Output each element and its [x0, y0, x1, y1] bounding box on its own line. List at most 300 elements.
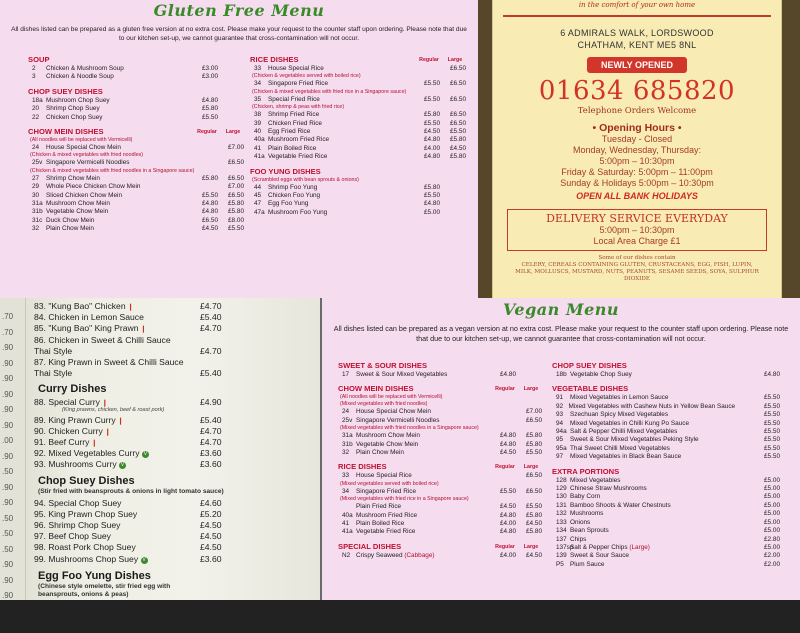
menu-item — [552, 394, 782, 402]
item-number: 3 — [32, 73, 36, 81]
section-title: CHOP SUEY DISHES — [28, 86, 103, 96]
vegan-right-column — [552, 356, 782, 569]
item-price: £4.70 — [200, 345, 222, 356]
section-header — [552, 384, 782, 394]
item-number: 47a — [254, 208, 265, 216]
item-price-regular — [730, 445, 756, 453]
item-number: 93 — [556, 411, 564, 419]
item-name: Plain Fried Rice — [356, 503, 402, 511]
item-price-regular: £6.50 — [202, 216, 218, 224]
menu-item — [338, 528, 544, 536]
item-name: Chicken Chop Suey — [46, 113, 103, 121]
item-name: Chips — [570, 535, 587, 543]
item-number: 95 — [556, 436, 564, 444]
chili-icon: ❙ — [99, 400, 108, 408]
menu-section — [552, 361, 782, 379]
vegetarian-icon: V — [120, 462, 125, 469]
menu-item — [250, 200, 468, 208]
item-name: Mixed Vegetables — [570, 476, 621, 484]
opening-hours-label: Opening Hours — [599, 122, 675, 134]
item-number: P5 — [556, 560, 564, 568]
gutter-price: .90 — [2, 482, 14, 492]
item-price-large: £8.00 — [228, 216, 244, 224]
item-price: £4.70 — [200, 323, 222, 334]
section-header — [28, 87, 246, 97]
item-price-large: £5.50 — [764, 453, 780, 461]
menu-item — [34, 426, 284, 436]
item-price-large — [220, 97, 246, 105]
menu-item — [552, 561, 782, 569]
item-number: 25v — [32, 159, 43, 167]
section-title: CHOW MEIN DISHES — [28, 127, 104, 137]
item-number: 139 — [556, 552, 567, 560]
section-title: CHOW MEIN DISHES — [338, 384, 414, 394]
item-number: 34 — [254, 80, 262, 88]
item-price-regular — [730, 519, 756, 527]
menu-section — [338, 384, 544, 457]
allergen-list: CELERY, CEREALS CONTAINING GLUTEN, CRUSTACEANS, EGG, FISH, LUPIN, MILK, MOLLUSCS, MUSTARD, NUTS, PEANUTS, SESAME SEEDS, SOYA, SULPHUR DIOXIDE — [515, 262, 759, 282]
menu-section — [338, 361, 544, 379]
item-price-large — [220, 114, 246, 122]
delivery-hours: 5:00pm – 10:30pm — [599, 225, 675, 235]
item-price-regular: £4.50 — [500, 449, 516, 457]
restaurant-flyer-photo — [478, 0, 800, 298]
item-price-large: £5.50 — [764, 419, 780, 427]
item-name: Vegetable Chop Suey — [570, 371, 632, 378]
menu-item — [28, 183, 246, 191]
item-name: Whole Piece Chicken Chow Mein — [46, 183, 141, 191]
menu-item — [34, 301, 284, 311]
item-name: Plum Sauce — [570, 560, 605, 568]
item-price-regular: £4.80 — [500, 432, 516, 440]
item-name: Mixed Vegetables in Black Bean Sauce — [570, 453, 682, 461]
item-number: 32 — [32, 225, 40, 233]
gutter-price: .50 — [2, 529, 14, 538]
item-name: Bean Sprouts — [570, 527, 609, 535]
newly-opened-badge: NEWLY OPENED — [587, 57, 687, 73]
item-name: Plain Boiled Rice — [356, 520, 405, 528]
menu-item — [34, 612, 284, 622]
item-number: 132 — [556, 510, 567, 518]
flyer-address-line-1: 6 ADMIRALS WALK, LORDSWOOD — [560, 28, 714, 38]
menu-item — [34, 459, 284, 469]
item-name: 102. Shrimp Foo Yung — [34, 623, 120, 633]
item-price-regular: £4.80 — [500, 440, 516, 448]
allergen-intro: Some of our dishes contain — [598, 255, 676, 261]
item-number: 40 — [254, 128, 262, 136]
item-number: 29 — [32, 183, 40, 191]
section-title: CHOP SUEY DISHES — [552, 361, 627, 370]
item-price-regular: £4.80 — [424, 153, 440, 161]
item-price-regular: £3.00 — [202, 65, 218, 72]
item-price-large: £2.00 — [764, 552, 780, 560]
item-name: Sweet & Sour Mixed Vegetables Peking Style — [570, 436, 699, 444]
flyer-divider — [503, 15, 771, 17]
item-price-large: £7.00 — [228, 183, 244, 191]
section-header — [338, 542, 544, 552]
item-price: £5.40 — [200, 368, 222, 379]
menu-item — [34, 346, 284, 356]
menu-item — [28, 208, 246, 216]
gutter-price: .00 — [2, 436, 14, 445]
section-header — [338, 462, 544, 472]
menu-item — [250, 145, 468, 153]
item-price-large: £5.80 — [228, 208, 244, 216]
gutter-price: .90 — [2, 560, 14, 569]
item-name: Chicken Fried Rice — [268, 119, 322, 127]
menu-item — [338, 488, 544, 496]
item-price-regular — [730, 453, 756, 461]
item-price: £4.90 — [200, 397, 222, 408]
menu-item — [338, 371, 544, 379]
item-price-regular: £5.50 — [500, 487, 516, 495]
hours-line: Monday, Wednesday, Thursday: — [573, 145, 701, 155]
item-price-large: £5.80 — [450, 153, 466, 161]
item-number: 44 — [254, 183, 262, 191]
section-note: (King prawns, chicken, beef & roast pork) — [62, 406, 165, 413]
section-title: EXTRA PORTIONS — [552, 466, 620, 476]
menu-item — [34, 498, 284, 508]
item-price-regular — [416, 65, 442, 73]
item-name: 84. Chicken in Lemon Sauce — [34, 312, 144, 323]
item-name: 83. "Kung Bao" Chicken — [34, 301, 126, 311]
section-title: Egg Foo Yung Dishes — [38, 569, 151, 582]
item-name: Chicken & Mushroom Soup — [46, 65, 124, 72]
item-number: 22 — [32, 113, 40, 121]
item-name: Shrimp Fried Rice — [268, 111, 320, 119]
item-price-regular — [492, 472, 518, 480]
item-price: £3.60 — [200, 448, 222, 459]
item-price-regular: £5.50 — [424, 95, 440, 103]
item-price: £3.60 — [200, 553, 222, 564]
item-price-large: £6.50 — [450, 111, 466, 119]
vegan-left-column — [338, 356, 544, 560]
chili-icon: ❙ — [138, 326, 147, 334]
menu-item — [28, 225, 246, 233]
item-price-regular: £4.80 — [202, 200, 218, 208]
item-price-regular: £3.00 — [202, 73, 218, 81]
section-title: VEGETABLE DISHES — [552, 384, 629, 394]
section-header — [552, 361, 782, 371]
item-name: House Special Chow Mein — [356, 408, 431, 416]
item-price-regular — [730, 411, 756, 419]
item-price-large: £5.00 — [764, 476, 780, 484]
item-name: Sliced Chicken Chow Mein — [46, 191, 123, 199]
item-price-large: £5.00 — [764, 510, 780, 518]
item-number: 97 — [556, 453, 564, 461]
item-price: £3.60 — [200, 459, 222, 470]
item-price-regular: £4.80 — [500, 511, 516, 519]
item-price-regular — [730, 436, 756, 444]
item-price-regular — [730, 420, 756, 428]
column-label-large: Large — [447, 57, 463, 63]
item-description: (Chicken & mixed vegetables with fried noodles) — [30, 152, 144, 159]
section-note: (All noodles will be replaced with Vermicelli) — [30, 137, 133, 144]
item-number: 35 — [254, 95, 262, 103]
menu-item — [34, 368, 284, 378]
item-price-regular — [730, 428, 756, 436]
item-price-regular: £5.80 — [424, 111, 440, 119]
item-price-regular: £4.00 — [500, 551, 516, 559]
item-name: Plain Chow Mein — [46, 225, 94, 233]
item-number: 24 — [32, 144, 40, 152]
item-name: Mushroom Chop Suey — [46, 96, 110, 104]
menu-item — [250, 128, 468, 136]
item-price-large: £5.80 — [526, 440, 542, 448]
section-header — [250, 167, 468, 177]
item-price-large: £5.50 — [764, 402, 780, 410]
item-price-large — [442, 209, 468, 217]
item-price-large: £5.50 — [764, 411, 780, 419]
item-name: Baby Corn — [570, 493, 601, 501]
item-price-regular: £4.00 — [424, 144, 440, 152]
column-label-regular: Regular — [495, 386, 515, 393]
item-number: 133 — [556, 518, 567, 526]
hours-line: Sunday & Holidays 5:00pm – 10:30pm — [560, 178, 714, 188]
item-number: 41a — [342, 528, 353, 536]
item-price-large — [220, 73, 246, 81]
item-number — [338, 503, 356, 511]
item-price-regular — [194, 159, 220, 167]
item-price-large: £6.50 — [450, 95, 466, 103]
item-price-regular: £5.00 — [424, 208, 440, 216]
item-name: Sweet & Sour Mixed Vegetables — [356, 371, 448, 378]
menu-item — [250, 136, 468, 144]
gluten-menu-title: Gluten Free Menu — [153, 1, 325, 20]
gutter-price: .90 — [2, 358, 14, 368]
item-number: 129 — [556, 485, 567, 493]
chili-icon: ❙ — [102, 428, 111, 436]
item-name: 101. King Prawn Foo Yung — [34, 612, 137, 622]
item-price-large: £7.00 — [228, 144, 244, 152]
item-number: 34 — [342, 487, 350, 495]
gluten-free-menu-panel — [0, 0, 478, 298]
item-price-regular: £5.80 — [202, 174, 218, 182]
item-price-regular — [730, 394, 756, 402]
menu-item — [338, 417, 544, 425]
gutter-price: .90 — [2, 451, 14, 461]
delivery-box — [507, 209, 767, 251]
item-number: 31a — [342, 432, 353, 440]
item-number: 30 — [32, 191, 40, 199]
item-name: Shrimp Chop Suey — [46, 105, 100, 113]
item-name: Mushroom Fried Rice — [356, 511, 418, 519]
item-number: 25v — [342, 416, 353, 424]
item-number: 92 — [556, 402, 564, 410]
gutter-price: .90 — [2, 575, 14, 585]
hours-line: Tuesday - Closed — [601, 134, 673, 144]
gutter-price: .70 — [2, 312, 14, 321]
item-name: 94. Special Chop Suey — [34, 497, 122, 508]
item-price-regular — [730, 502, 756, 510]
menu-section — [250, 167, 468, 218]
item-name: Singapore Fried Rice — [268, 80, 329, 88]
item-name: Singapore Fried Rice — [356, 487, 417, 495]
item-name: Singapore Vermicelli Noodles — [356, 416, 440, 424]
item-number: 91 — [556, 394, 564, 402]
column-label-large: Large — [523, 386, 539, 393]
menu-item — [34, 531, 284, 541]
item-price-regular — [730, 536, 756, 544]
flyer-address-line-2: CHATHAM, KENT ME5 8NL — [577, 40, 697, 50]
item-price-large: £6.50 — [450, 119, 466, 127]
section-header — [250, 55, 468, 65]
item-price: £4.50 — [200, 531, 222, 542]
menu-item — [552, 420, 782, 428]
item-name: Plain Chow Mein — [356, 449, 404, 457]
menu-section — [552, 384, 782, 461]
item-price-large: £5.80 — [526, 511, 542, 519]
menu-section — [28, 55, 246, 82]
item-price-regular: £5.50 — [424, 80, 440, 88]
item-description: (Chicken & vegetables served with boiled rice) — [252, 73, 361, 80]
item-price-large: £5.00 — [764, 501, 780, 509]
item-price-large: £7.00 — [526, 408, 542, 416]
item-number: 41 — [254, 144, 262, 152]
vegetarian-icon: V — [143, 451, 148, 458]
item-price-large: £4.50 — [526, 551, 542, 559]
menu-item — [338, 441, 544, 449]
item-name: Chicken Foo Yung — [268, 192, 321, 200]
item-number: 39 — [254, 119, 262, 127]
item-price-large: £5.50 — [764, 394, 780, 402]
item-price: £4.60 — [200, 600, 222, 611]
item-number: 128 — [556, 476, 567, 484]
section-subtitle: (Stir fried with beansprouts & onions in light tomato sauce) — [38, 487, 224, 495]
item-price-regular: £5.50 — [202, 113, 218, 121]
item-price-large: £4.80 — [764, 371, 780, 378]
menu-item — [552, 445, 782, 453]
item-price-regular: £5.80 — [202, 105, 218, 113]
item-number: 137sp — [556, 543, 574, 551]
item-price-large: £5.50 — [526, 503, 542, 511]
bank-holidays-note: OPEN ALL BANK HOLIDAYS — [576, 191, 698, 201]
menu-item — [250, 184, 468, 192]
item-price-large: £6.50 — [526, 416, 542, 424]
item-number: 41 — [342, 520, 350, 528]
item-price-large: £4.50 — [526, 520, 542, 528]
item-name: Salt & Pepper Chips (Large) — [570, 543, 650, 551]
item-price-regular: £5.80 — [424, 183, 440, 191]
vegan-notice: All dishes listed can be prepared as a vegan version at no extra cost. Please make your request to the counter staff upon ordering. Please note that due to our kitchen set-up, we cannot guarantee that cross-contamination will not occur. — [333, 324, 789, 343]
item-name: Singapore Vermicelli Noodles — [46, 159, 130, 167]
item-name: 96. Shrimp Chop Suey — [34, 520, 121, 530]
item-name: 89. King Prawn Curry — [34, 414, 116, 425]
item-number: 94a — [556, 428, 567, 436]
item-price-regular — [194, 183, 220, 191]
gutter-price: .50 — [2, 544, 14, 554]
menu-item — [552, 502, 782, 510]
section-title: FOO YUNG DISHES — [250, 166, 321, 176]
menu-item — [28, 175, 246, 183]
gluten-notice: All dishes listed can be prepared as a gluten free version at no extra cost. Please make your request to the counter staff upon ordering. Please note that due to our kitchen set-up, we cannot guarantee that cross-contamination will not occur. — [11, 26, 467, 42]
item-name: Vegetable Chow Mein — [46, 208, 109, 216]
item-price-large: £6.50 — [450, 80, 466, 88]
item-price-large — [220, 65, 246, 73]
item-name: Vegetable Fried Rice — [268, 153, 328, 161]
vegan-menu-title: Vegan Menu — [502, 300, 620, 319]
item-price: £4.70 — [200, 301, 222, 311]
item-description: (Chicken & mixed vegetables with fried rice in a Singapore sauce) — [252, 88, 407, 95]
item-price-large: £5.50 — [764, 436, 780, 444]
item-name: Mushrooms — [570, 510, 604, 518]
item-description: (Chicken & mixed vegetables with fried noodles in a Singapore sauce) — [30, 167, 195, 174]
opening-hours-title: • Opening Hours • — [592, 122, 682, 134]
item-name: Egg Fried Rice — [268, 128, 311, 136]
item-price-regular: £4.80 — [202, 96, 218, 104]
item-price-regular — [730, 485, 756, 493]
item-price-large: £5.00 — [764, 543, 780, 551]
item-price: £4.60 — [200, 497, 222, 508]
item-price-regular — [730, 552, 756, 560]
gluten-left-column — [28, 50, 246, 234]
menu-item — [552, 519, 782, 527]
vegan-menu-panel — [322, 298, 800, 600]
item-price-regular: £5.50 — [424, 119, 440, 127]
menu-item — [28, 217, 246, 225]
item-highlight: (Cabbage) — [404, 551, 435, 559]
item-price-regular — [730, 493, 756, 501]
item-price-regular — [194, 144, 220, 152]
item-name: House Special Chow Mein — [46, 144, 121, 152]
item-price: £4.70 — [200, 425, 222, 436]
item-name: Mixed Vegetables in Chilli Kung Po Sauce — [570, 419, 690, 427]
item-name: House Special Rice — [268, 65, 324, 72]
gutter-price: .90 — [2, 374, 14, 383]
menu-item — [28, 159, 246, 167]
item-number: 131 — [556, 501, 567, 509]
item-price-regular: £4.50 — [424, 128, 440, 136]
phone-number: 01634 685820 — [538, 76, 736, 106]
item-number: 95a — [556, 444, 567, 452]
menu-item — [552, 428, 782, 436]
menu-section — [338, 462, 544, 536]
section-subtitle: (Chinese style omelette, stir fried egg with beansprouts, onions & peas) — [38, 582, 171, 598]
item-name: Shrimp Chow Mein — [46, 174, 100, 182]
section-title: Curry Dishes — [38, 383, 107, 396]
column-label-regular: Regular — [419, 57, 439, 63]
menu-item — [250, 96, 468, 104]
menu-item — [34, 623, 284, 633]
item-number: 18a — [32, 96, 43, 104]
item-name: Thai Sweet Chilli Mixed Vegetables — [570, 444, 670, 452]
menu-section — [28, 127, 246, 234]
item-description: (Mixed vegetables with fried rice in a Singapore sauce) — [340, 496, 469, 503]
item-price-large: £6.50 — [228, 174, 244, 182]
menu-item — [28, 97, 246, 105]
item-price-large: £5.50 — [764, 444, 780, 452]
item-price-large — [442, 184, 468, 192]
menu-item — [250, 111, 468, 119]
menu-item — [552, 436, 782, 444]
item-name: Mushroom Foo Yung — [268, 208, 328, 216]
item-number: 24 — [342, 408, 350, 416]
item-number: 31a — [32, 200, 43, 208]
gluten-right-column — [250, 50, 468, 217]
item-name: 88. Special Curry — [34, 397, 100, 408]
chili-icon: ❙ — [125, 304, 134, 311]
item-name: 95. King Prawn Chop Suey — [34, 508, 138, 519]
item-name: Onions — [570, 518, 591, 526]
menu-section — [552, 467, 782, 569]
menu-item — [552, 411, 782, 419]
item-name: Mushroom Fried Rice — [268, 136, 330, 144]
item-price-regular — [730, 510, 756, 518]
item-price: £5.40 — [200, 612, 222, 622]
gutter-price: .50 — [2, 467, 14, 476]
item-name: 92. Mixed Vegetables Curry — [34, 448, 140, 459]
item-description: (Mixed vegetables with fried noodles) — [340, 401, 428, 408]
